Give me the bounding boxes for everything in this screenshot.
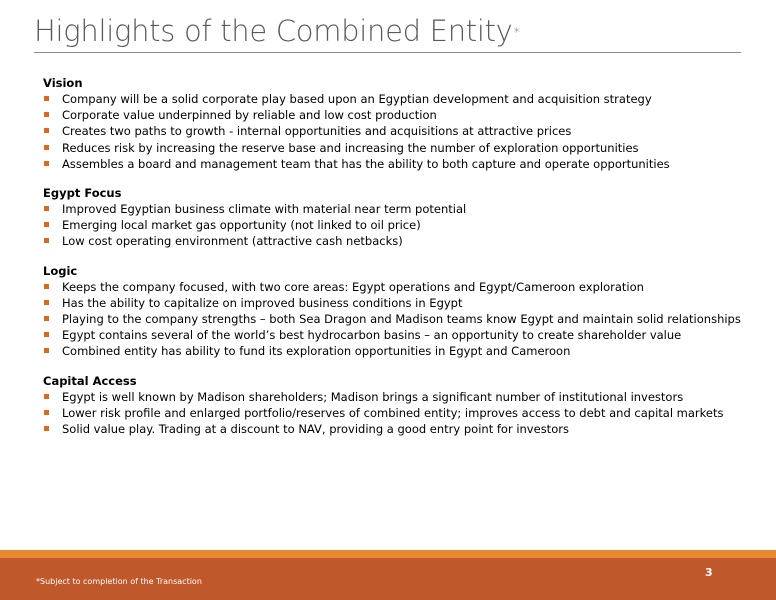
footnote: *Subject to completion of the Transaction bbox=[36, 577, 202, 586]
bullet-text: Keeps the company focused, with two core areas: Egypt operations and Egypt/Cameroon exploration bbox=[62, 279, 644, 294]
section-capital-access bbox=[43, 373, 763, 438]
bullet-item bbox=[43, 107, 763, 123]
square-bullet-icon bbox=[44, 206, 49, 211]
bullet-text: Low cost operating environment (attractive cash netbacks) bbox=[62, 234, 403, 249]
square-bullet-icon bbox=[44, 426, 49, 431]
bullet-item bbox=[43, 405, 763, 421]
square-bullet-icon bbox=[44, 161, 49, 166]
bullet-item bbox=[43, 233, 763, 249]
square-bullet-icon bbox=[44, 316, 49, 321]
section-heading: Egypt Focus bbox=[43, 186, 122, 201]
section-logic bbox=[43, 263, 763, 360]
square-bullet-icon bbox=[44, 112, 49, 117]
section-egypt-focus bbox=[43, 185, 763, 250]
square-bullet-icon bbox=[44, 394, 49, 399]
slide-body bbox=[43, 75, 763, 450]
bullet-text: Company will be a solid corporate play based upon an Egyptian development and acquisition strategy bbox=[62, 92, 652, 106]
bullet-item bbox=[43, 217, 763, 233]
bullet-text: Has the ability to capitalize on improved business conditions in Egypt bbox=[62, 295, 463, 310]
bullet-text: Egypt contains several of the world’s best hydrocarbon basins – an opportunity to create shareholder value bbox=[62, 328, 682, 343]
square-bullet-icon bbox=[44, 332, 49, 337]
bullet-item bbox=[43, 311, 763, 327]
square-bullet-icon bbox=[44, 284, 49, 289]
bullet-item bbox=[43, 123, 763, 139]
bullet-text: Solid value play. Trading at a discount to NAV, providing a good entry point for investors bbox=[62, 422, 569, 437]
bullet-item bbox=[43, 421, 763, 437]
bullet-text: Lower risk profile and enlarged portfolio/reserves of combined entity; improves access to debt and capital markets bbox=[62, 405, 724, 420]
section-vision bbox=[43, 75, 763, 172]
bullet-text: Corporate value underpinned by reliable and low cost production bbox=[62, 108, 437, 123]
section-heading: Vision bbox=[43, 76, 83, 90]
bullet-text: Emerging local market gas opportunity (not linked to oil price) bbox=[62, 218, 421, 233]
bullet-text: Reduces risk by increasing the reserve base and increasing the number of exploration opportunities bbox=[62, 140, 639, 155]
bullet-text: Combined entity has ability to fund its exploration opportunities in Egypt and Cameroon bbox=[62, 344, 571, 359]
square-bullet-icon bbox=[44, 410, 49, 415]
square-bullet-icon bbox=[44, 96, 49, 101]
bullet-item bbox=[43, 327, 763, 343]
page-number: 3 bbox=[705, 566, 713, 579]
bullet-text: Egypt is well known by Madison shareholders; Madison brings a significant number of institutional investors bbox=[62, 389, 684, 404]
square-bullet-icon bbox=[44, 348, 49, 353]
page-title bbox=[34, 14, 520, 48]
bullet-text: Playing to the company strengths – both Sea Dragon and Madison teams know Egypt and maintain solid relationships bbox=[62, 312, 741, 327]
square-bullet-icon bbox=[44, 300, 49, 305]
footer-accent-stripe bbox=[0, 550, 776, 558]
bullet-item bbox=[43, 389, 763, 405]
bullet-item bbox=[43, 91, 763, 107]
square-bullet-icon bbox=[44, 128, 49, 133]
page-title-text: Highlights of the Combined Entity bbox=[34, 14, 513, 48]
section-heading: Logic bbox=[43, 263, 78, 278]
title-footnote-mark: * bbox=[513, 26, 520, 41]
square-bullet-icon bbox=[44, 145, 49, 150]
bullet-item bbox=[43, 156, 763, 172]
section-heading: Capital Access bbox=[43, 373, 137, 388]
bullet-text: Assembles a board and management team that has the ability to both capture and operate opportunities bbox=[62, 156, 670, 171]
bullet-item bbox=[43, 140, 763, 156]
bullet-item bbox=[43, 343, 763, 359]
square-bullet-icon bbox=[44, 238, 49, 243]
title-divider bbox=[34, 52, 741, 53]
bullet-item bbox=[43, 295, 763, 311]
square-bullet-icon bbox=[44, 222, 49, 227]
bullet-item bbox=[43, 201, 763, 217]
bullet-item bbox=[43, 279, 763, 295]
bullet-text: Creates two paths to growth - internal opportunities and acquisitions at attractive prices bbox=[62, 124, 572, 139]
bullet-text: Improved Egyptian business climate with material near term potential bbox=[62, 202, 467, 217]
